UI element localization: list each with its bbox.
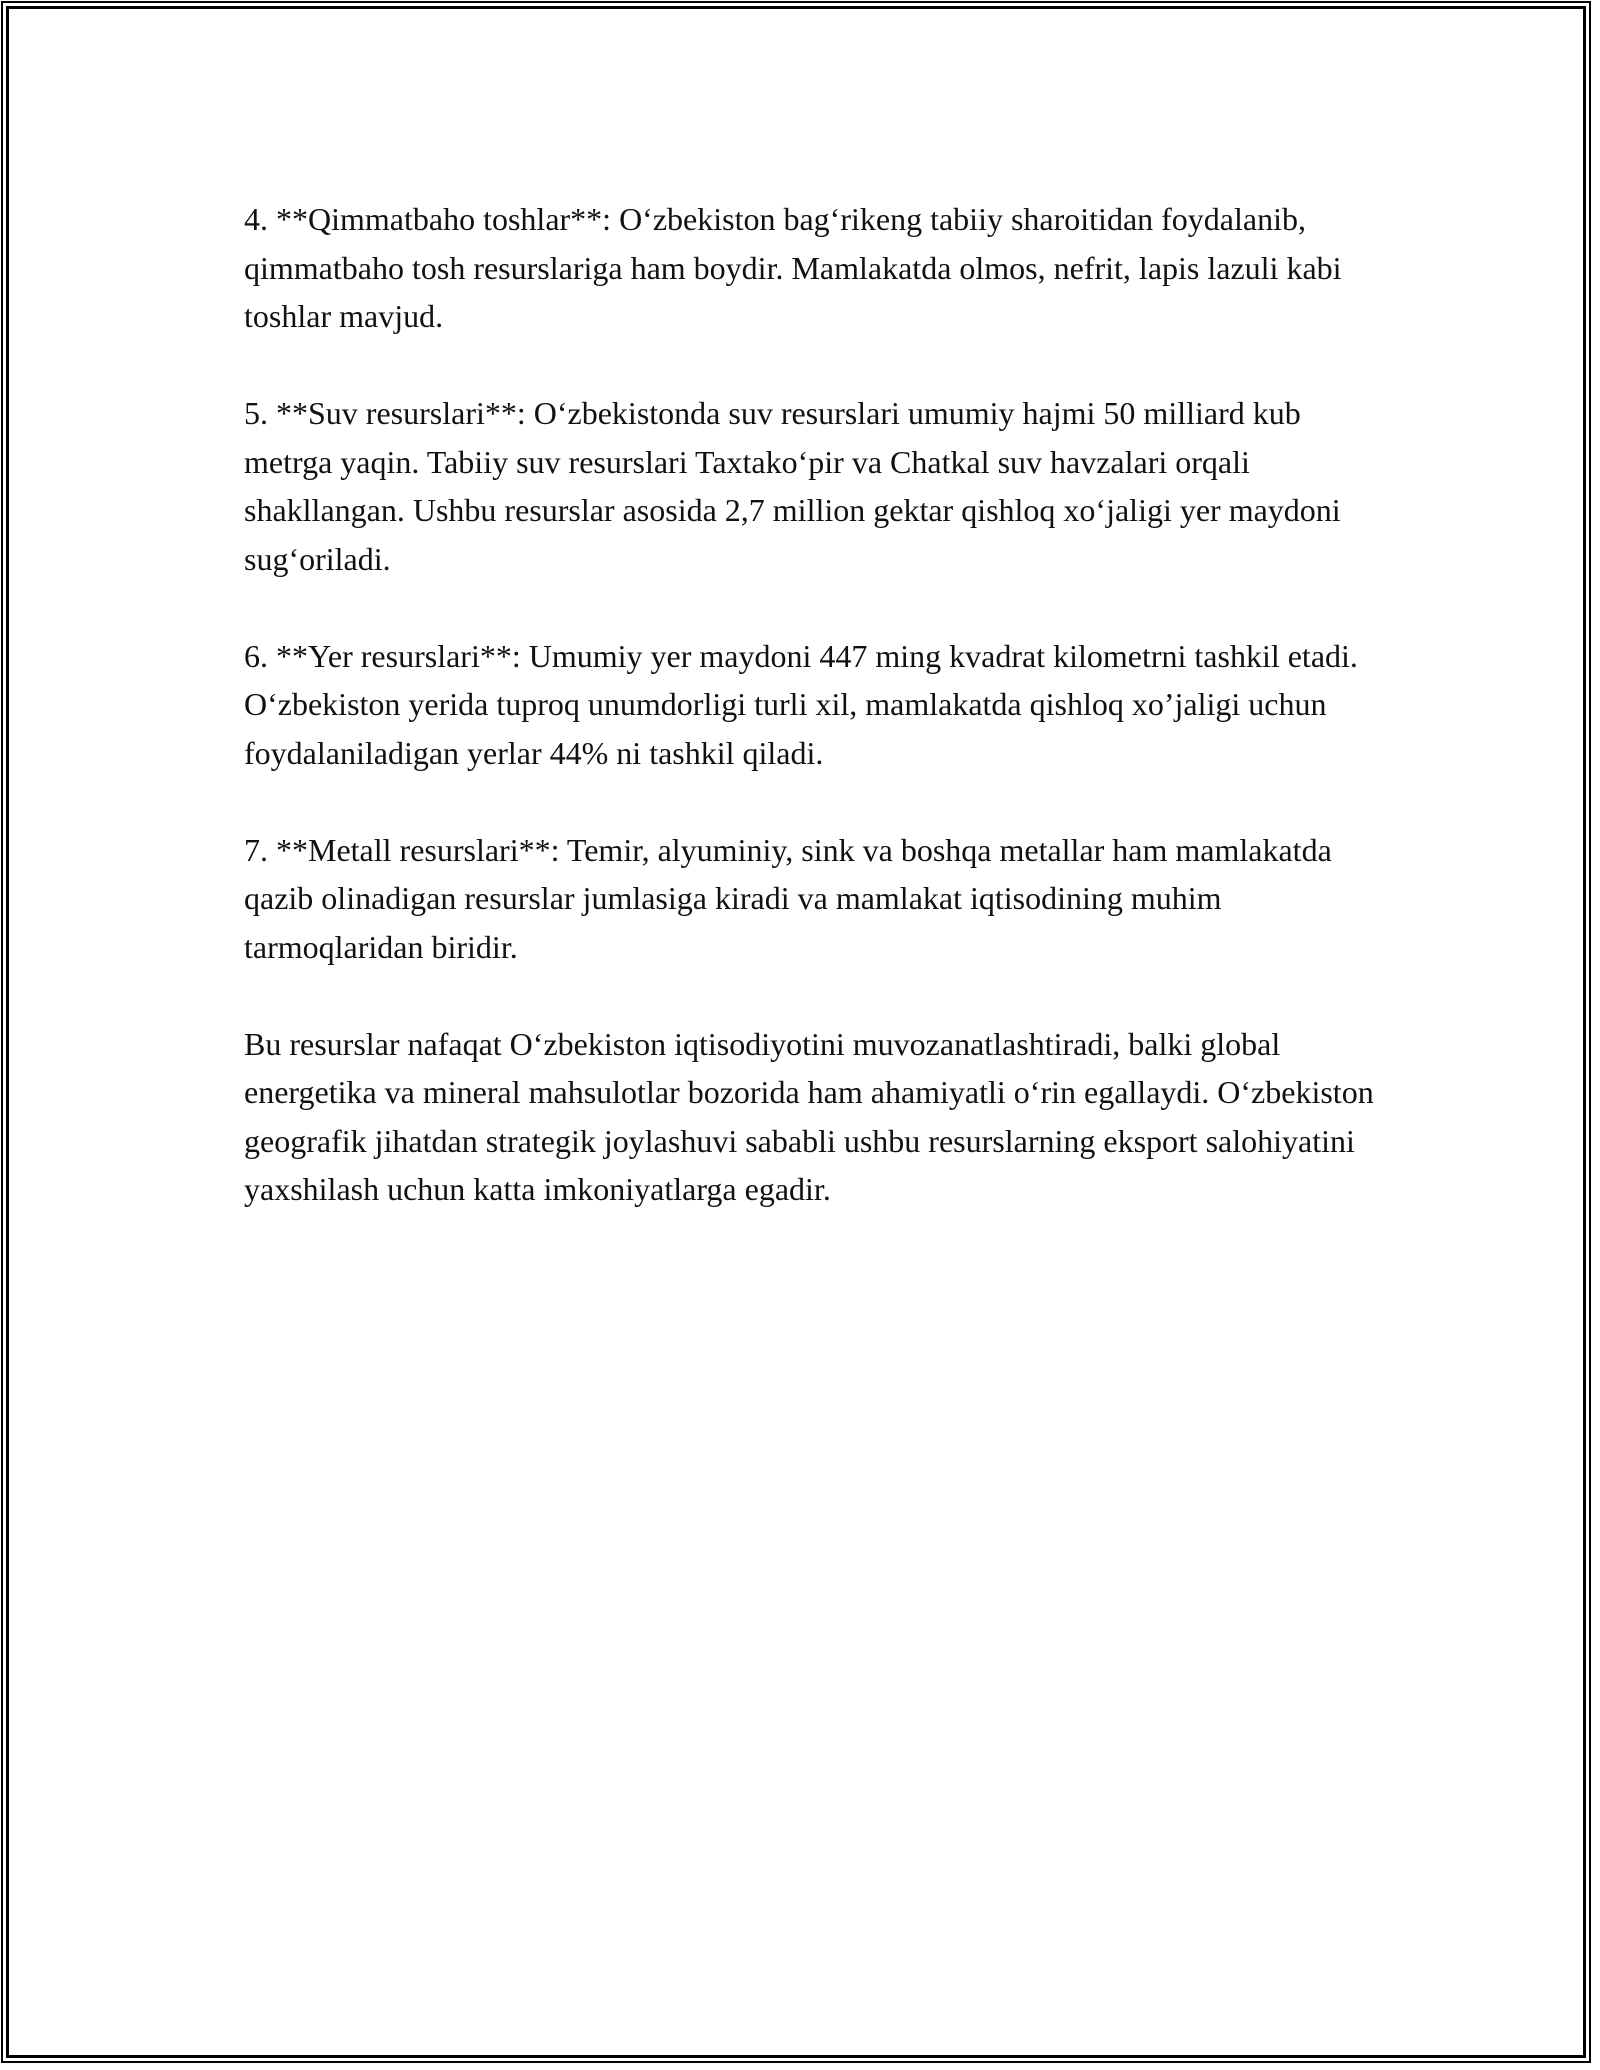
paragraph-precious-stones: 4. **Qimmatbaho toshlar**: O‘zbekiston bag‘rikeng tabiiy sharoitidan foydalanib, qimmatbaho tosh resurslariga ham boydir. Mamlakatda olmos, nefrit, lapis lazuli kabi toshlar mavjud. xyxy=(244,201,1342,334)
paragraph-metal-resources: 7. **Metall resurslari**: Temir, alyuminiy, sink va boshqa metallar ham mamlakatda qazib olinadigan resurslar jumlasiga kiradi va mamlakat iqtisodining muhim tarmoqlaridan biridir. xyxy=(244,831,1332,965)
page-border xyxy=(6,6,1586,2058)
paragraph-land-resources: 6. **Yer resurslari**: Umumiy yer maydoni 447 ming kvadrat kilometrni tashkil etadi. O‘zbekiston yerida tuproq unumdorligi turli xil, mamlakatda qishloq xo’jaligi uchun foydalaniladigan yerlar 44% ni tashkil qiladi. xyxy=(244,637,1358,771)
paragraph-conclusion: Bu resurslar nafaqat O‘zbekiston iqtisodiyotini muvozanatlashtiradi, balki global energetika va mineral mahsulotlar bozorida ham ahamiyatli o‘rin egallaydi. O‘zbekiston geografik jihatdan strategik joylashuvi sababli ushbu resurslarning eksport salohiyatini yaxshilash uchun katta imkoniyatlarga egadir. xyxy=(244,1025,1374,1207)
paragraph-water-resources: 5. **Suv resurslari**: O‘zbekistonda suv resurslari umumiy hajmi 50 milliard kub metrga yaqin. Tabiiy suv resurslari Taxtako‘pir va Chatkal suv havzalari orqali shakllangan. Ushbu resurslar asosida 2,7 million gektar qishloq xo‘jaligi yer maydoni sug‘oriladi. xyxy=(244,395,1341,577)
document-body xyxy=(244,195,1379,1214)
